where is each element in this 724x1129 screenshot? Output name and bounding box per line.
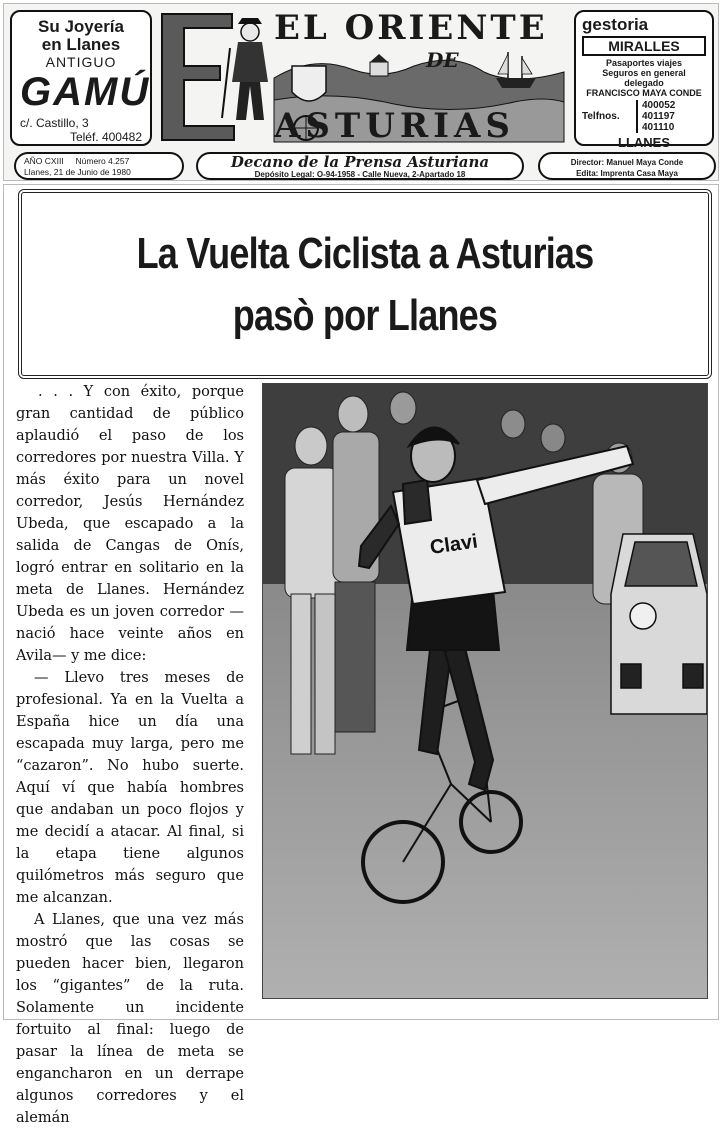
motto: Decano de la Prensa Asturiana: [230, 153, 490, 171]
jewelry-ad: [10, 10, 152, 146]
issue-info: [14, 152, 184, 180]
gestoria-ad: [574, 10, 714, 150]
newspaper-title: [156, 8, 572, 150]
issue-date: Llanes, 21 de Junio de 1980: [24, 167, 131, 177]
director: Director: Manuel Maya Conde: [570, 158, 684, 167]
ad-city: LLANES: [618, 135, 670, 150]
article-paragraph: A Llanes, que una vez más mostró que las cosas se pueden hacer bien, llegaron los “gigantes” de la ruta. Solamente un incidente fortuito al final: luego de pasar la línea de meta se engancharon en un derrape algunos corredores y el alemán: [16, 912, 244, 1126]
ad-line: Seguros en general: [602, 68, 686, 78]
title-word-de: DE: [426, 48, 459, 72]
ad-phone: Teléf. 400482: [69, 130, 142, 144]
ad-line: ANTIGUO: [45, 54, 117, 70]
article-paragraph: — Llevo tres meses de profesional. Ya en la Vuelta a España hice un día una escapada muy larga, pero me “cazaron”. No hubo suerte. Aquí ví que había hombres que andaban un poco flojos y me decidí a atacar. Al final, si la etapa tiene algunos quilómetros más seguro que me alcanzan.: [16, 670, 244, 906]
motto-box: [196, 152, 524, 180]
phone-number: 401197: [642, 111, 675, 122]
jersey-text: Clavi: [428, 530, 480, 559]
cyclist-photo: [262, 383, 708, 999]
ad-line: delegado: [624, 78, 664, 88]
ad-line: Su Joyería: [38, 17, 124, 36]
headline: [84, 223, 647, 347]
ad-line: FRANCISCO MAYA CONDE: [586, 88, 702, 98]
title-word-oriente: EL ORIENTE: [274, 8, 548, 48]
ad-brand: MIRALLES: [582, 36, 706, 56]
phone-number: 400052: [642, 100, 676, 111]
cyclist-photo-illustration: [263, 384, 707, 998]
phone-row: [582, 100, 706, 133]
ad-brand: GAMÚ: [20, 70, 151, 114]
article-paragraph: . . . Y con éxito, porque gran cantidad de público aplaudió el paso de los corredores por nuestra Villa. Y más éxito para un novel corredor, Jesús Hernández Ubeda, que escapado a la salida de Cangas de Onís, logró entrar en solitario en la meta de Llanes. Hernández Ubeda es un joven corredor —nació hace veinte años en Avila— y me dice:: [16, 384, 244, 664]
legal-deposit: Depósito Legal: O-94-1958 - Calle Nueva, 2-Apartado 18: [254, 170, 466, 179]
title-word-asturias: ASTURIAS: [274, 106, 515, 146]
headline-frame: [18, 189, 712, 379]
ad-line: en Llanes: [41, 35, 121, 54]
headline-line: La Vuelta Ciclista a Asturias: [136, 229, 594, 278]
credits-box: [538, 152, 716, 180]
phone-number: 401110: [642, 122, 675, 133]
article: [3, 184, 719, 1126]
phone-numbers: [636, 100, 675, 133]
ad-address: c/. Castillo, 3: [20, 116, 89, 130]
ad-line: gestoria: [582, 15, 649, 34]
article-body: [16, 381, 244, 1129]
headline-line: pasò por Llanes: [232, 291, 498, 340]
masthead: [3, 3, 719, 181]
printer: Edita: Imprenta Casa Maya: [576, 169, 678, 178]
issue-number: Número 4.257: [75, 156, 130, 166]
ad-line: Pasaportes viajes: [605, 58, 683, 68]
phone-label: Telfnos.: [582, 111, 620, 122]
issue-year: AÑO CXIII: [24, 156, 64, 166]
